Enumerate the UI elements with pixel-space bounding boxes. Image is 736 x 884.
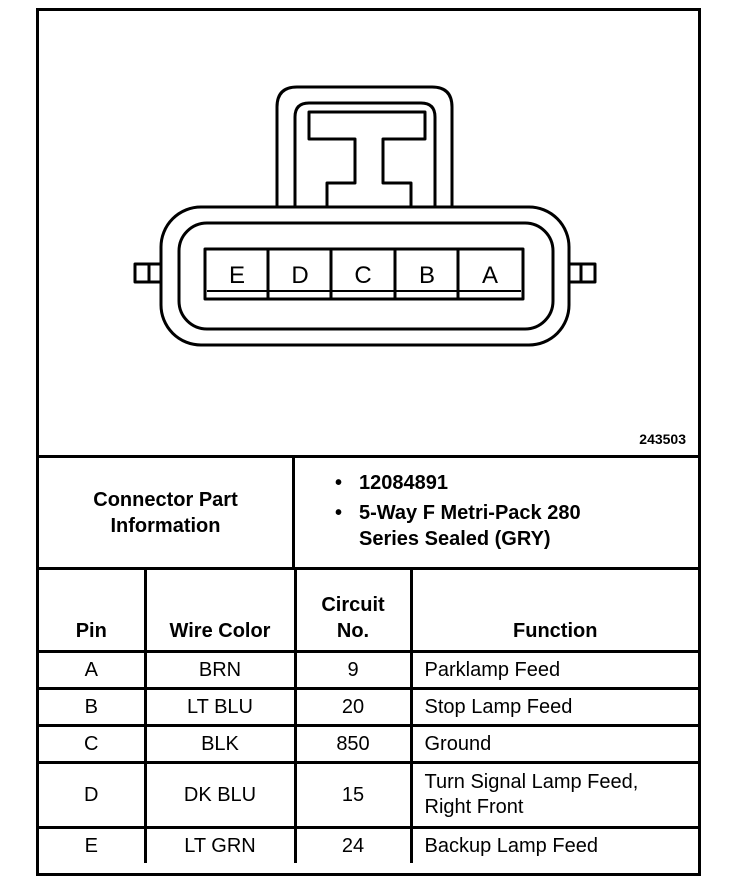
cell-circuit: 9 [295,652,411,689]
cell-pin: C [39,726,145,763]
header-wire-color: Wire Color [145,569,295,652]
connector-drawing [39,11,698,455]
cell-circuit: 24 [295,828,411,864]
pin-letter-e: E [228,262,246,289]
info-list [295,470,695,556]
cell-pin: D [39,763,145,828]
info-item [295,500,695,552]
cell-circuit: 15 [295,763,411,828]
info-item [295,470,695,496]
table-header-row [39,569,698,652]
table-row [39,689,698,726]
cell-wire-color: BRN [145,652,295,689]
cell-wire-color: DK BLU [145,763,295,828]
connector-diagram [39,11,698,455]
lock-tab-inner [295,103,435,207]
cell-wire-color: LT BLU [145,689,295,726]
table-row [39,763,698,828]
cell-function: Stop Lamp Feed [411,689,698,726]
cell-pin: B [39,689,145,726]
pin-letter-a: A [481,262,499,289]
cell-wire-color: LT GRN [145,828,295,864]
header-function: Function [411,569,698,652]
pin-letter-c: C [354,262,372,289]
bullet-icon: • [335,472,343,494]
latch-t [309,112,425,207]
pin-letter-b: B [418,262,436,289]
pin-letter-d: D [291,262,309,289]
table-row [39,652,698,689]
header-circuit: Circuit No. [295,569,411,652]
table-row [39,726,698,763]
cell-wire-color: BLK [145,726,295,763]
cell-function: Ground [411,726,698,763]
bullet-icon: • [335,502,343,524]
part-number: 12084891 [359,472,448,494]
pin-table [39,567,698,863]
info-label: Connector Part Information [39,458,295,567]
connector-description: 5-Way F Metri-Pack 280 Series Sealed (GRY) [359,502,581,550]
cell-function: Parklamp Feed [411,652,698,689]
table-row [39,828,698,864]
cell-circuit: 20 [295,689,411,726]
connector-frame [36,8,701,876]
connector-part-info [39,455,698,567]
figure-id: 243503 [639,431,686,447]
cell-pin: A [39,652,145,689]
header-pin: Pin [39,569,145,652]
cell-function: Turn Signal Lamp Feed, Right Front [411,763,698,828]
cell-circuit: 850 [295,726,411,763]
cell-pin: E [39,828,145,864]
cell-function: Backup Lamp Feed [411,828,698,864]
